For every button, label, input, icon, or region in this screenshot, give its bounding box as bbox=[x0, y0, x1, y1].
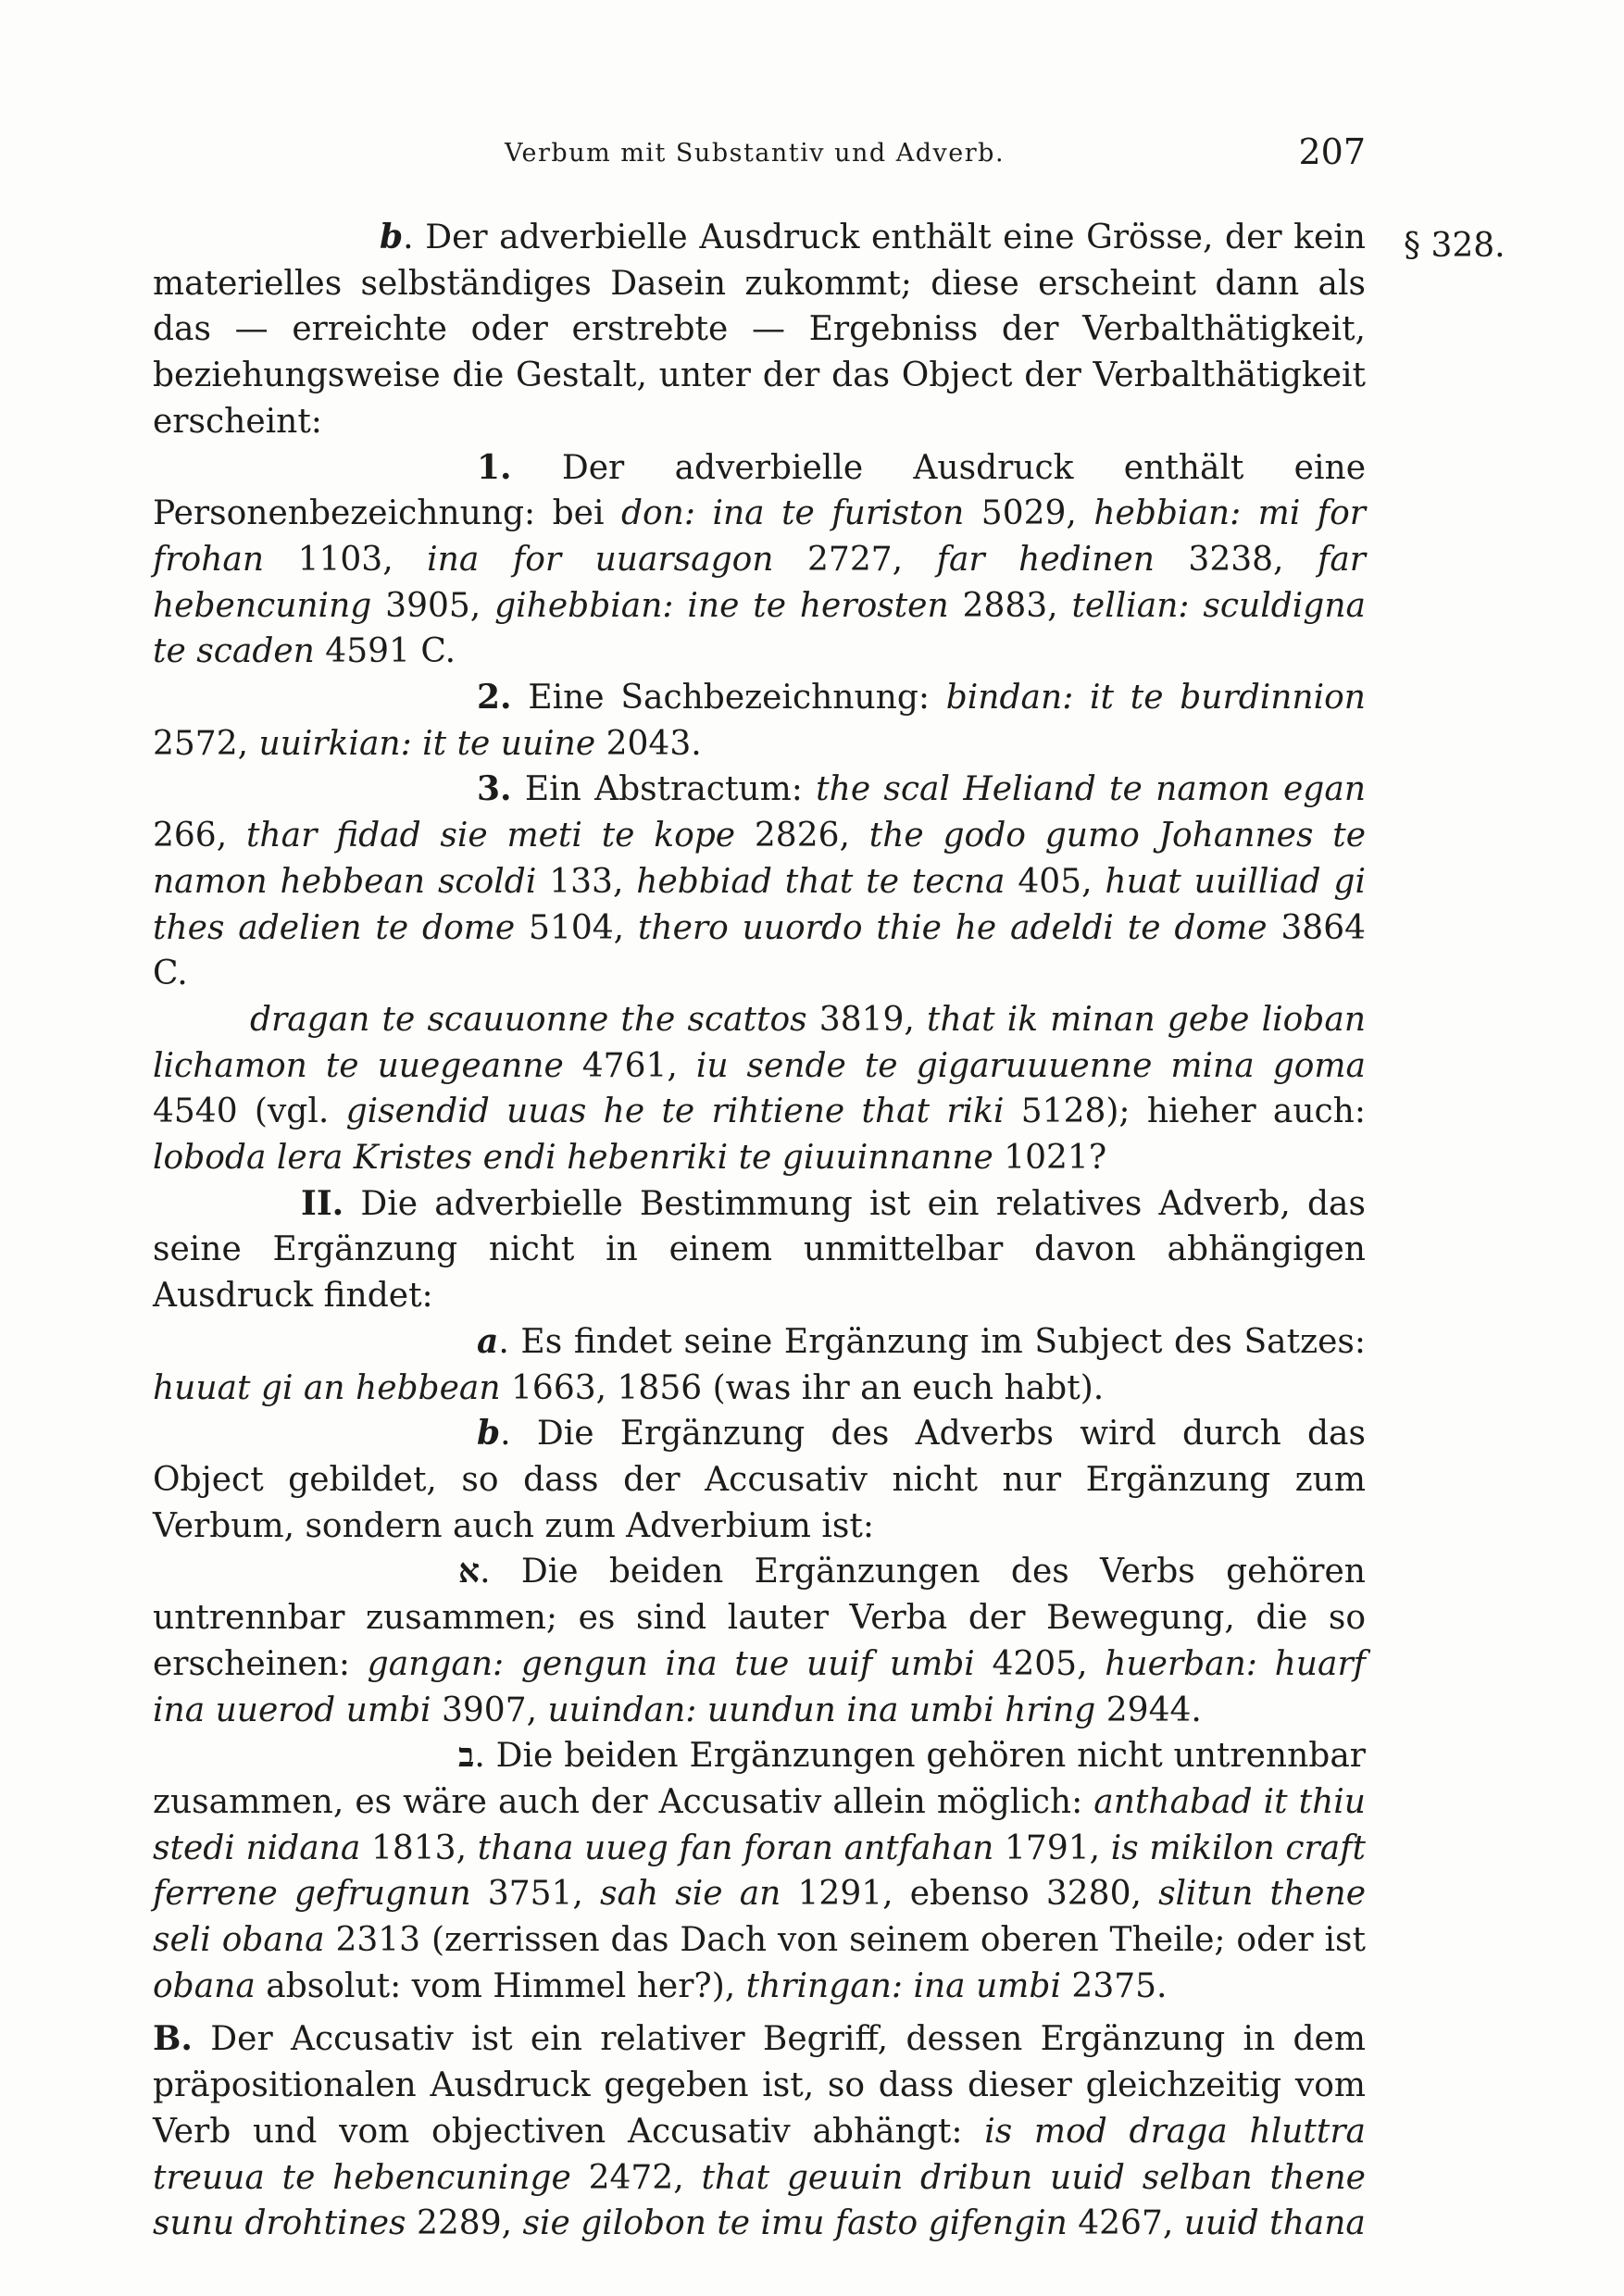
paragraph bbox=[153, 1181, 1366, 1319]
text-run: absolut: vom Himmel her?), bbox=[255, 1966, 746, 2005]
italic-text: uuindan: uundun ina umbi hring bbox=[547, 1691, 1096, 1729]
italic-text: the godo gumo Johannes te namon hebbean scoldi bbox=[153, 817, 1367, 901]
italic-text: thero uuordo thie he adeldi te dome bbox=[637, 908, 1268, 947]
paragraph bbox=[153, 1319, 1366, 1411]
item-marker: b bbox=[477, 1414, 501, 1454]
paragraph bbox=[153, 767, 1366, 997]
text-run: 405, bbox=[1005, 862, 1106, 901]
text-run: 4267, bbox=[1067, 2204, 1184, 2243]
italic-text: dragan te scauuonne the scattos bbox=[250, 1000, 807, 1039]
italic-text: far hebencuning bbox=[153, 540, 1367, 625]
text-run: 3905, bbox=[371, 586, 495, 625]
paragraph bbox=[153, 445, 1366, 676]
text-run: 4591 C. bbox=[314, 632, 456, 671]
page-header bbox=[153, 131, 1366, 185]
text-run: 2289, bbox=[406, 2204, 523, 2243]
paragraph bbox=[153, 997, 1366, 1181]
italic-text: tellian: sculdigna te scaden bbox=[153, 586, 1367, 671]
italic-text: slitun thene seli obana bbox=[153, 1875, 1366, 1960]
italic-text: sah sie an bbox=[600, 1875, 781, 1914]
italic-text: bindan: it te burdinnion bbox=[945, 679, 1366, 718]
italic-text: is mod draga hluttra treuua te hebencuninge bbox=[153, 2112, 1366, 2197]
body-text bbox=[153, 215, 1366, 2247]
text-run: 3238, bbox=[1154, 540, 1318, 579]
text-run: 1813, bbox=[360, 1828, 478, 1867]
page-number: 207 bbox=[1298, 131, 1366, 172]
italic-text: thar fidad sie meti te kope bbox=[245, 817, 736, 855]
italic-text: anthabad it thiu stedi nidana bbox=[153, 1782, 1366, 1867]
italic-text: thana uueg fan foran antfahan bbox=[477, 1828, 994, 1867]
text-run: 1791, bbox=[993, 1828, 1111, 1867]
italic-text: is mikilon craft ferrene gefrugnun bbox=[153, 1828, 1367, 1914]
italic-text: loboda lera Kristes endi hebenriki te giuuinnanne bbox=[153, 1139, 993, 1178]
paragraph bbox=[153, 2016, 1366, 2247]
text-run: 4540 (vgl. bbox=[153, 1092, 346, 1131]
text-run: Der adverbielle Ausdruck enthält eine Personenbezeichnung: bei bbox=[153, 448, 1366, 533]
italic-text: sie gilobon te imu fasto gifengin bbox=[522, 2204, 1068, 2243]
italic-text: obana bbox=[153, 1966, 256, 2005]
text-run: 3751, bbox=[470, 1875, 601, 1914]
text-run: 4205, bbox=[974, 1644, 1106, 1683]
text-run: 2826, bbox=[735, 817, 869, 855]
italic-text: huat uuilliad gi thes adelien te dome bbox=[153, 862, 1366, 947]
text-run: 2472, bbox=[570, 2158, 702, 2197]
paragraph bbox=[153, 1411, 1366, 1549]
text-run: 5104, bbox=[515, 908, 638, 947]
text-run: 133, bbox=[536, 862, 637, 901]
italic-text: gangan: gengun ina tue uuif umbi bbox=[367, 1644, 975, 1683]
text-run: 5029, bbox=[964, 494, 1094, 533]
italic-text: iu sende te gigaruuuenne mina goma bbox=[695, 1046, 1367, 1085]
item-marker: ב bbox=[458, 1736, 475, 1776]
text-run: 1291, ebenso 3280, bbox=[781, 1875, 1159, 1914]
text-run: 2944. bbox=[1095, 1691, 1202, 1729]
text-run: 2883, bbox=[948, 586, 1072, 625]
italic-text: hebbian: mi for frohan bbox=[153, 494, 1366, 579]
text-run: 2375. bbox=[1060, 1966, 1168, 2005]
paragraph bbox=[153, 1549, 1366, 1733]
text-run: 1103, bbox=[264, 540, 428, 579]
italic-text: that ik minan gebe lioban lichamon te uuegeanne bbox=[153, 1000, 1367, 1085]
italic-text: huerban: huarf ina uuerod umbi bbox=[153, 1644, 1366, 1729]
section-margin-note: § 328. bbox=[1404, 227, 1505, 265]
text-run: 2572, bbox=[153, 724, 259, 763]
paragraph bbox=[153, 675, 1366, 767]
italic-text: huuat gi an hebbean bbox=[153, 1368, 501, 1407]
italic-text: that geuuin dribun uuid selban thene sunu drohtines bbox=[153, 2158, 1366, 2243]
text-run: Ein Abstractum: bbox=[511, 770, 817, 809]
text-run: . Die beiden Ergänzungen gehören nicht untrennbar zusammen, es wäre auch der Accusativ allein möglich: bbox=[153, 1737, 1366, 1821]
text-run: . Die beiden Ergänzungen des Verbs gehören untrennbar zusammen; es sind lauter Verba der Bewegung, die so erscheinen: bbox=[153, 1553, 1366, 1683]
text-run: Eine Sachbezeichnung: bbox=[511, 679, 946, 718]
text-run: 2043. bbox=[595, 724, 702, 763]
text-run: 3864 C. bbox=[153, 908, 1366, 993]
paragraph bbox=[153, 215, 1366, 445]
item-marker: B. bbox=[153, 2019, 193, 2059]
item-marker: II. bbox=[301, 1183, 344, 1223]
italic-text: far hedinen bbox=[936, 540, 1155, 579]
item-marker: a bbox=[477, 1321, 499, 1361]
italic-text: gihebbian: ine te herosten bbox=[494, 586, 949, 625]
text-run: 3819, bbox=[806, 1000, 927, 1039]
text-run: 4761, bbox=[563, 1046, 696, 1085]
text-run: Die adverbielle Bestimmung ist ein relatives Adverb, das seine Ergänzung nicht in einem unmittelbar davon abhängigen Ausdruck findet: bbox=[153, 1184, 1366, 1316]
italic-text: gisendid uuas he te rihtiene that riki bbox=[345, 1092, 1005, 1131]
text-run: 2313 (zerrissen das Dach von seinem oberen Theile; oder ist bbox=[324, 1921, 1366, 1960]
item-marker: א bbox=[458, 1552, 481, 1591]
text-run: . Der adverbielle Ausdruck enthält eine Grösse, der kein materielles selbständiges Dasein zukommt; diese erscheint dann als das — erreichte oder erstrebte — Ergebniss der Verbalthätigkeit, beziehungsweise die Gestalt, unter der das Object der Verbalthätigkeit erscheint: bbox=[153, 218, 1366, 441]
italic-text: don: ina te furiston bbox=[620, 494, 965, 533]
text-run: 2727, bbox=[773, 540, 937, 579]
text-run: 1021? bbox=[993, 1139, 1107, 1178]
italic-text: the scal Heliand te namon egan bbox=[816, 770, 1367, 809]
italic-text: ina for uuarsagon bbox=[427, 540, 774, 579]
italic-text: uuid thana bbox=[1183, 2204, 1366, 2243]
italic-text: uuirkian: it te uuine bbox=[258, 724, 596, 763]
text-run: . Die Ergänzung des Adverbs wird durch das Object gebildet, so dass der Accusativ nicht nur Ergänzung zum Verbum, sondern auch zum Adverbium ist: bbox=[153, 1415, 1366, 1545]
text-run: Der Accusativ ist ein relativer Begriff, dessen Ergänzung in dem präpositionalen Ausdruck gegeben ist, so dass dieser gleichzeitig vom Verb und vom objectiven Accusativ abhängt: bbox=[153, 2020, 1366, 2151]
item-marker: 3. bbox=[477, 769, 512, 809]
text-run: 3907, bbox=[431, 1691, 548, 1729]
italic-text: thringan: ina umbi bbox=[745, 1966, 1061, 2005]
item-marker: b bbox=[380, 218, 404, 256]
item-marker: 1. bbox=[477, 447, 512, 487]
item-marker: 2. bbox=[477, 678, 512, 718]
text-run: 5128); hieher auch: bbox=[1004, 1092, 1367, 1131]
text-run: . Es findet seine Ergänzung im Subject des Satzes: bbox=[498, 1322, 1366, 1361]
text-run: 266, bbox=[153, 817, 246, 855]
italic-text: hebbiad that te tecna bbox=[636, 862, 1006, 901]
running-head: Verbum mit Substantiv und Adverb. bbox=[505, 139, 1006, 168]
paragraph bbox=[153, 1733, 1366, 2009]
text-run: 1663, 1856 (was ihr an euch habt). bbox=[500, 1368, 1105, 1407]
